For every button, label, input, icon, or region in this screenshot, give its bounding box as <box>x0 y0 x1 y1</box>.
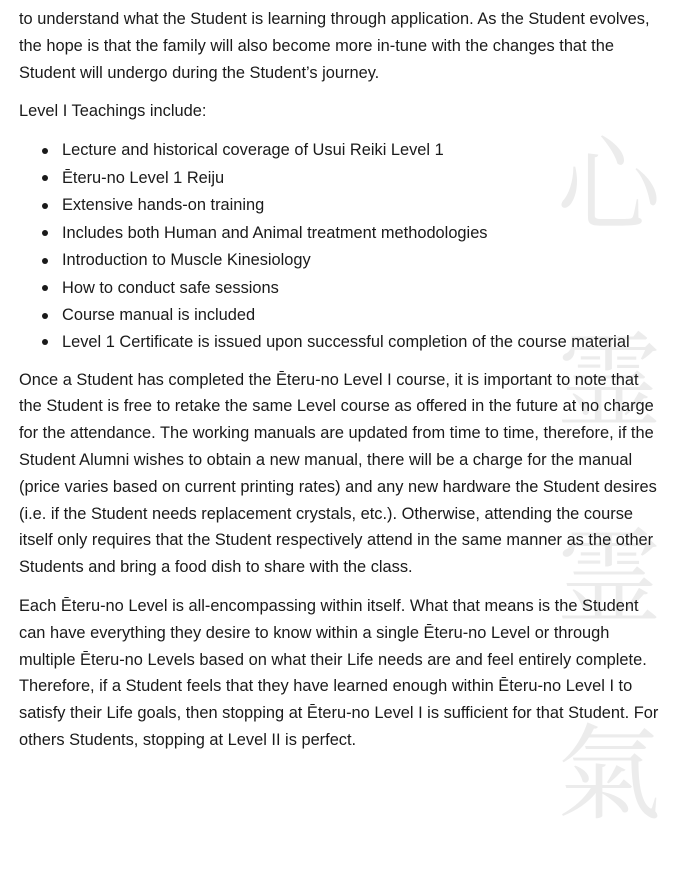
list-item: Course manual is included <box>62 302 659 330</box>
watermark-char-spirit: 霊 <box>556 321 661 443</box>
list-item: Lecture and historical coverage of Usui Reiki Level 1 <box>62 137 659 165</box>
list-item: How to conduct safe sessions <box>62 275 659 303</box>
list-item: Introduction to Muscle Kinesiology <box>62 247 659 275</box>
watermark-char-spirit-faded: 霊 <box>556 517 661 639</box>
level-completeness-paragraph: Each Ēteru-no Level is all-encompassing within itself. What that means is the Student can have everything they desire to know within a single Ēteru-no Level or through multiple Ēteru-no Levels based on what their Life needs are and feel entirely complete. Therefore, if a Student feels that they have learned enough within Ēteru-no Level I to satisfy their Life goals, then stopping at Ēteru-no Level I is sufficient for that Student. For others Students, stopping at Level II is perfect. <box>19 597 659 750</box>
teachings-heading: Level I Teachings include: <box>19 102 207 121</box>
retake-policy-paragraph: Once a Student has completed the Ēteru-no Level I course, it is important to note that the Student is free to retake the same Level course as offered in the future at no charge for the attendance. The working manuals are updated from time to time, therefore, if the Student Alumni wishes to obtain a new manual, there will be a charge for the manual (price varies based on current printing rates) and any new hardware the Student desires (i.e. if the Student needs replacement crystals, etc.). Otherwise, attending the course itself only requires that the Student respectively attend in the same manner as the other Students and bring a food dish to share with the class. <box>19 370 657 577</box>
intro-paragraph: to understand what the Student is learning through application. As the Student evolves, the hope is that the family will also become more in-tune with the changes that the Student will undergo during the Student’s journey. <box>19 10 650 82</box>
list-item: Ēteru-no Level 1 Reiju <box>62 165 659 193</box>
watermark-char-energy: 氣 <box>556 713 661 835</box>
document-page <box>19 6 659 766</box>
teachings-list <box>19 137 659 355</box>
list-item: Level 1 Certificate is issued upon successful completion of the course material <box>62 330 659 355</box>
watermark-char-heart: 心 <box>556 125 661 247</box>
list-item: Extensive hands-on training <box>62 192 659 220</box>
list-item: Includes both Human and Animal treatment methodologies <box>62 220 659 248</box>
